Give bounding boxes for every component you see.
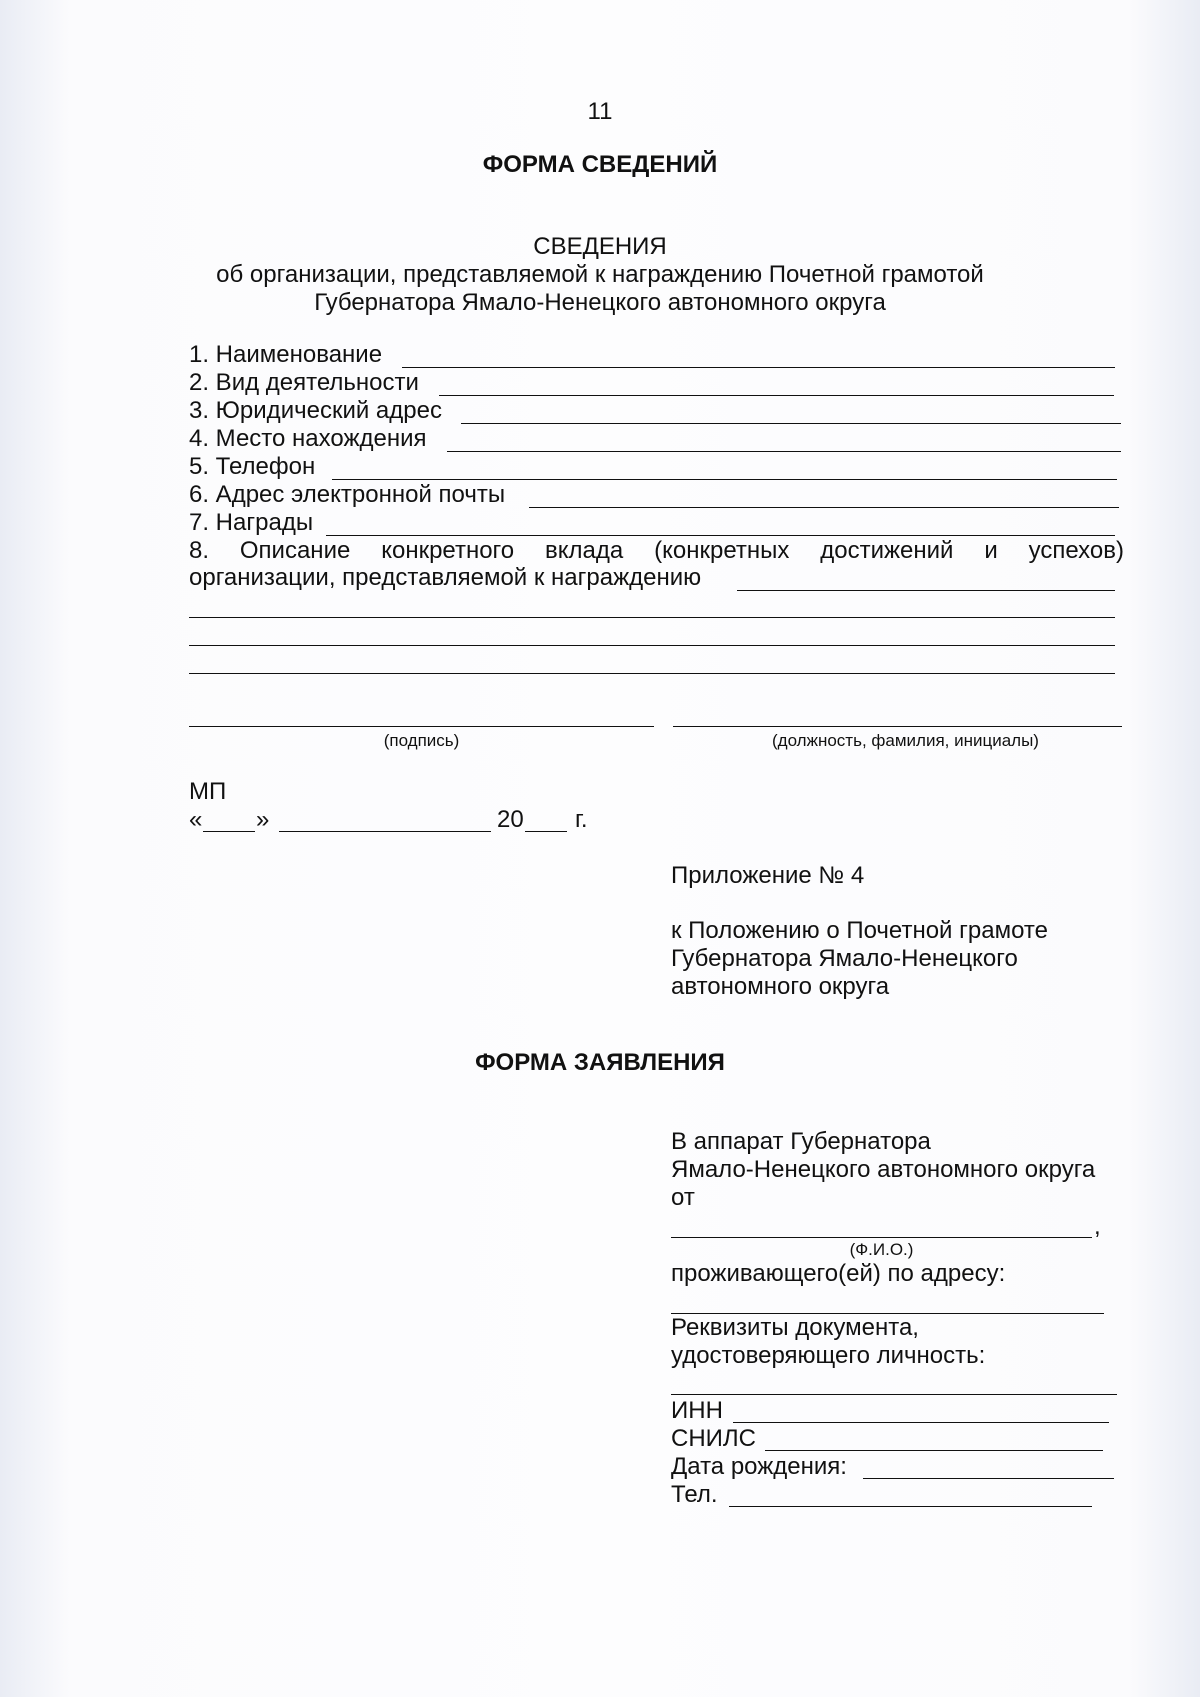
id-doc-line-2: удостоверяющего личность: [671, 1342, 986, 1369]
date-close-quote: » [256, 806, 270, 833]
addressee-line-2: Ямало-Ненецкого автономного округа [671, 1156, 1096, 1183]
form1-title-line-3: Губернатора Ямало-Ненецкого автономного округа [314, 289, 886, 316]
birth-date-input-line[interactable] [863, 1478, 1114, 1479]
item8-line-1: 8. Описание конкретного вклада (конкретных достижений и успехов) [189, 537, 1124, 564]
field-input-activity[interactable] [439, 395, 1114, 396]
date-year-prefix: 20 [497, 806, 524, 833]
addressee-line-1: В аппарат Губернатора [671, 1128, 931, 1155]
form1-title-line-1: СВЕДЕНИЯ [533, 233, 667, 260]
id-doc-input-line[interactable] [671, 1394, 1117, 1395]
field-input-name[interactable] [402, 367, 1115, 368]
form1-heading: ФОРМА СВЕДЕНИЙ [482, 151, 718, 178]
field-input-location[interactable] [447, 451, 1121, 452]
item8-input-line-2[interactable] [189, 617, 1115, 618]
field-label-phone: 5. Телефон [189, 453, 316, 480]
item8-input-line-3[interactable] [189, 645, 1115, 646]
position-caption: (должность, фамилия, инициалы) [772, 731, 1039, 750]
item8-line-2: организации, представляемой к награждению [189, 564, 702, 591]
stamp-mark: МП [189, 778, 227, 805]
signature-line[interactable] [189, 726, 654, 727]
field-label-legal-address: 3. Юридический адрес [189, 397, 442, 424]
id-doc-line-1: Реквизиты документа, [671, 1314, 919, 1341]
snils-label: СНИЛС [671, 1425, 756, 1452]
date-year-line[interactable] [525, 831, 567, 832]
position-name-line[interactable] [673, 726, 1122, 727]
signature-caption: (подпись) [383, 731, 460, 750]
inn-input-line[interactable] [733, 1422, 1109, 1423]
field-input-phone[interactable] [332, 479, 1117, 480]
appendix-title: Приложение № 4 [671, 862, 865, 889]
page-number: 11 [587, 98, 613, 125]
field-input-awards[interactable] [326, 535, 1115, 536]
residing-label: проживающего(ей) по адресу: [671, 1260, 1006, 1287]
field-label-activity: 2. Вид деятельности [189, 369, 419, 396]
birth-date-label: Дата рождения: [671, 1453, 847, 1480]
phone-label: Тел. [671, 1481, 718, 1508]
date-month-line[interactable] [279, 831, 491, 832]
form2-heading: ФОРМА ЗАЯВЛЕНИЯ [475, 1049, 725, 1076]
appendix-ref-line-3: автономного округа [671, 973, 890, 1000]
fio-input-line[interactable] [671, 1237, 1092, 1238]
snils-input-line[interactable] [765, 1450, 1103, 1451]
fio-comma: , [1094, 1213, 1101, 1240]
field-input-email[interactable] [529, 507, 1119, 508]
field-label-location: 4. Место нахождения [189, 425, 427, 452]
field-label-awards: 7. Награды [189, 509, 314, 536]
field-label-name: 1. Наименование [189, 341, 383, 368]
phone-input-line[interactable] [729, 1506, 1092, 1507]
appendix-ref-line-2: Губернатора Ямало-Ненецкого [671, 945, 1018, 972]
item8-input-line-1[interactable] [737, 590, 1115, 591]
date-open-quote: « [189, 806, 203, 833]
form1-title-line-2: об организации, представляемой к награждению Почетной грамотой [216, 261, 984, 288]
inn-label: ИНН [671, 1397, 723, 1424]
appendix-ref-line-1: к Положению о Почетной грамоте [671, 917, 1048, 944]
date-day-line[interactable] [203, 831, 255, 832]
item8-input-line-4[interactable] [189, 673, 1115, 674]
date-year-suffix: г. [575, 806, 588, 833]
addressee-line-3: от [671, 1184, 695, 1211]
field-input-legal-address[interactable] [461, 423, 1121, 424]
field-label-email: 6. Адрес электронной почты [189, 481, 506, 508]
fio-caption: (Ф.И.О.) [849, 1240, 914, 1259]
